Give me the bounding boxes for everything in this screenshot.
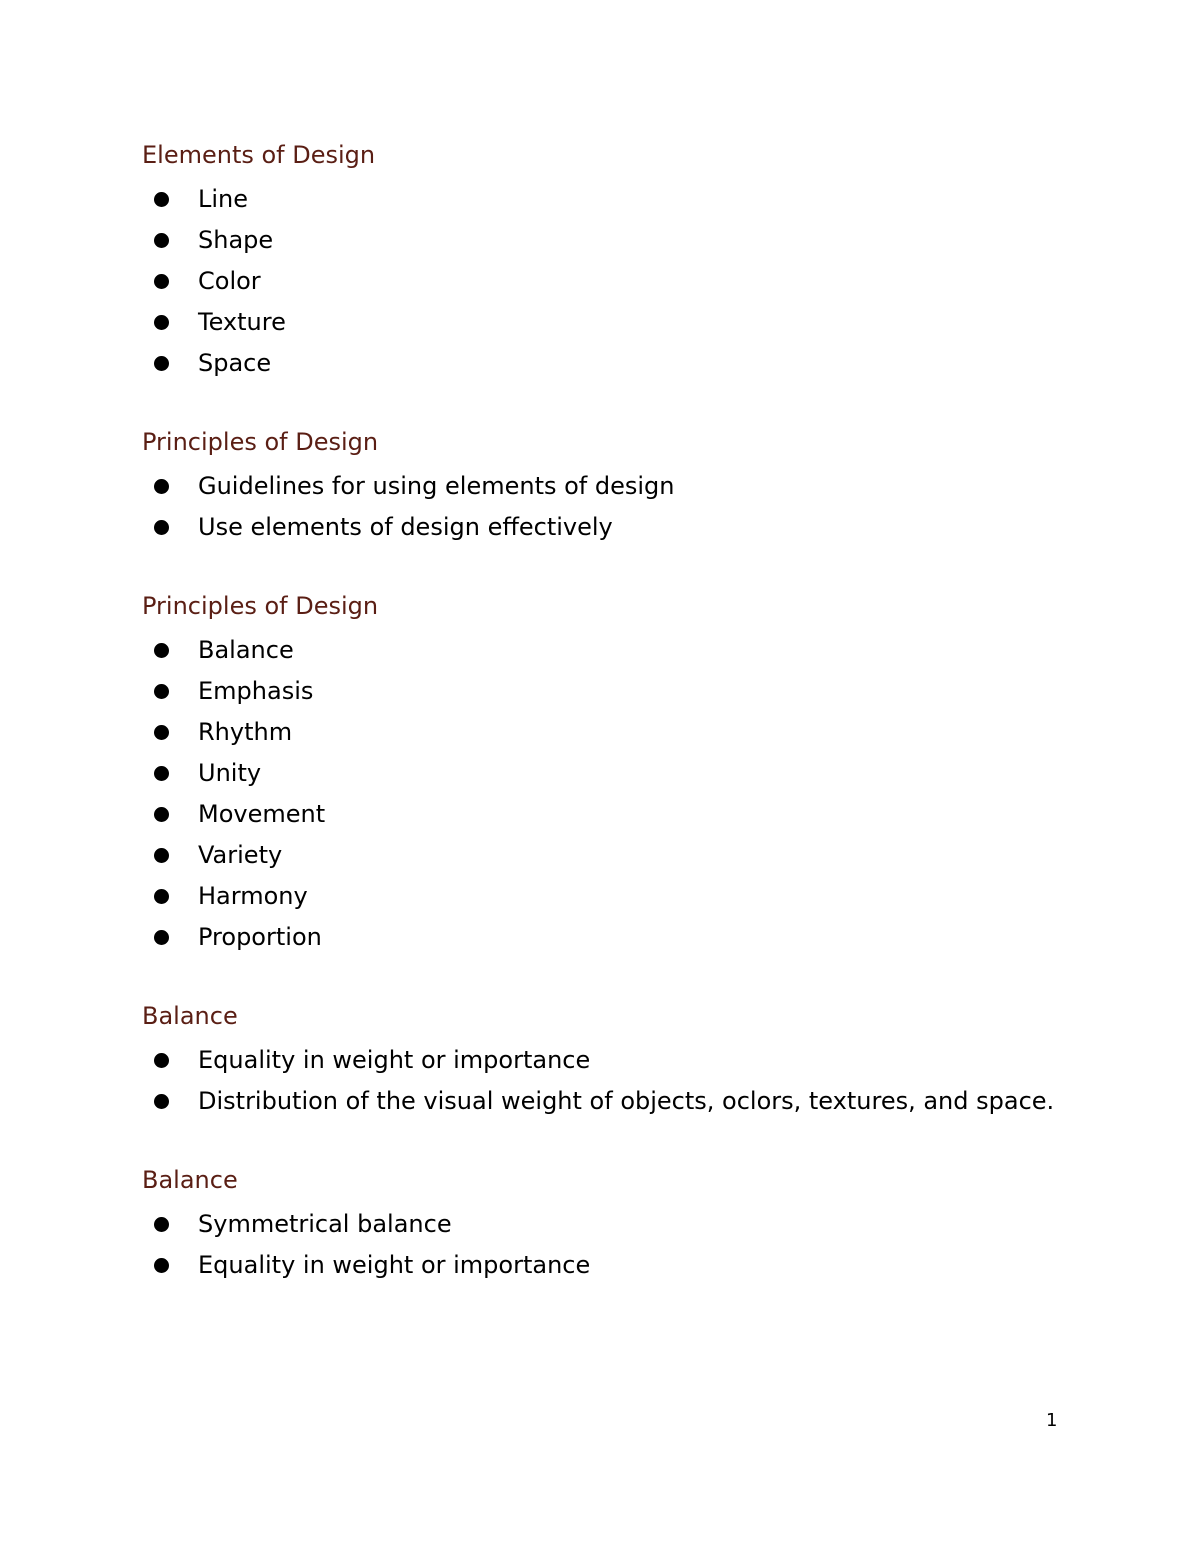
bullet-icon (154, 233, 169, 248)
list-item (142, 1081, 1082, 1122)
list-item-text: Equality in weight or importance (198, 1046, 591, 1074)
bullet-icon (154, 356, 169, 371)
list-item (142, 876, 1082, 917)
section-spacer (142, 958, 1082, 999)
bullet-list (142, 466, 1082, 548)
list-item (142, 917, 1082, 958)
list-item (142, 343, 1082, 384)
list-item (142, 835, 1082, 876)
list-item-text: Color (198, 267, 261, 295)
bullet-list (142, 1204, 1082, 1286)
section-principles-list (142, 589, 1082, 958)
bullet-icon (154, 930, 169, 945)
bullet-icon (154, 1217, 169, 1232)
section-heading: Balance (142, 1002, 238, 1030)
list-item-text: Balance (198, 636, 294, 664)
list-item (142, 220, 1082, 261)
list-item-text: Rhythm (198, 718, 293, 746)
section-heading: Principles of Design (142, 592, 379, 620)
list-item (142, 794, 1082, 835)
page-number: 1 (1046, 1410, 1058, 1431)
bullet-list (142, 179, 1082, 384)
section-heading: Elements of Design (142, 141, 376, 169)
list-item (142, 753, 1082, 794)
list-item-text: Texture (198, 308, 286, 336)
bullet-icon (154, 1094, 169, 1109)
list-item (142, 1204, 1082, 1245)
list-item-text: Line (198, 185, 249, 213)
list-item-text: Proportion (198, 923, 322, 951)
bullet-icon (154, 848, 169, 863)
bullet-icon (154, 520, 169, 535)
list-item (142, 507, 1082, 548)
bullet-list (142, 1040, 1082, 1122)
section-heading: Balance (142, 1166, 238, 1194)
list-item (142, 1040, 1082, 1081)
list-item (142, 302, 1082, 343)
bullet-icon (154, 274, 169, 289)
bullet-icon (154, 766, 169, 781)
list-item-text: Space (198, 349, 272, 377)
bullet-icon (154, 807, 169, 822)
section-balance-definition (142, 999, 1082, 1122)
list-item (142, 1245, 1082, 1286)
list-item (142, 671, 1082, 712)
list-item-text: Emphasis (198, 677, 314, 705)
bullet-icon (154, 1258, 169, 1273)
list-item-text: Guidelines for using elements of design (198, 472, 675, 500)
bullet-icon (154, 725, 169, 740)
list-item-text: Unity (198, 759, 262, 787)
list-item (142, 630, 1082, 671)
list-item (142, 466, 1082, 507)
document-body (142, 138, 1082, 1286)
bullet-list (142, 630, 1082, 958)
list-item-text: Harmony (198, 882, 308, 910)
bullet-icon (154, 684, 169, 699)
bullet-icon (154, 643, 169, 658)
section-spacer (142, 384, 1082, 425)
list-item-text: Symmetrical balance (198, 1210, 452, 1238)
list-item-text: Distribution of the visual weight of objects, oclors, textures, and space. (198, 1087, 1055, 1115)
bullet-icon (154, 479, 169, 494)
list-item-text: Equality in weight or importance (198, 1251, 591, 1279)
list-item (142, 179, 1082, 220)
bullet-icon (154, 889, 169, 904)
bullet-icon (154, 192, 169, 207)
bullet-icon (154, 1053, 169, 1068)
bullet-icon (154, 315, 169, 330)
section-elements-of-design (142, 138, 1082, 384)
section-principles-of-design (142, 425, 1082, 548)
section-spacer (142, 548, 1082, 589)
list-item (142, 261, 1082, 302)
list-item-text: Use elements of design effectively (198, 513, 613, 541)
section-balance-types (142, 1163, 1082, 1286)
section-heading: Principles of Design (142, 428, 379, 456)
list-item-text: Variety (198, 841, 283, 869)
section-spacer (142, 1122, 1082, 1163)
list-item-text: Movement (198, 800, 326, 828)
list-item-text: Shape (198, 226, 274, 254)
list-item (142, 712, 1082, 753)
